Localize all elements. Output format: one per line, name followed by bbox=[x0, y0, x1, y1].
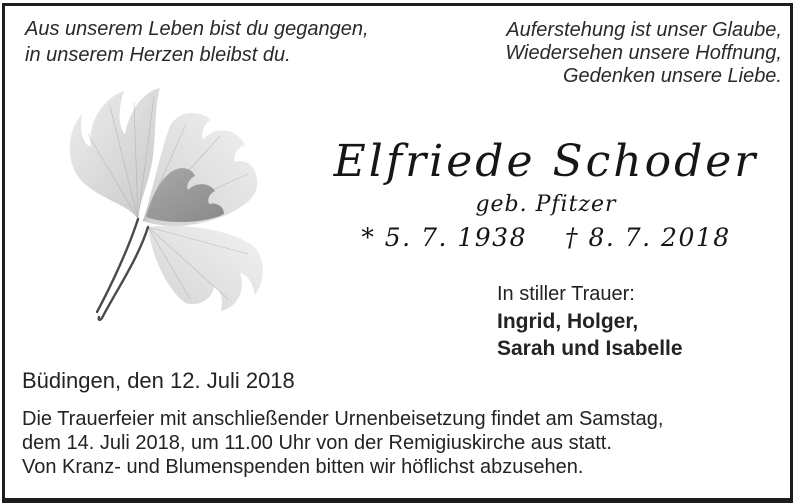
deceased-block bbox=[310, 138, 782, 252]
birth-date: * 5. 7. 1938 bbox=[361, 223, 527, 253]
mourner-names bbox=[497, 308, 683, 362]
epigraph-right-line: Auferstehung ist unser Glaube, bbox=[506, 19, 782, 41]
mourner-line: Sarah und Isabelle bbox=[497, 337, 683, 360]
ginkgo-stems bbox=[97, 219, 148, 320]
mourning-intro: In stiller Trauer: bbox=[497, 283, 635, 305]
deceased-name: Elfriede Schoder bbox=[333, 136, 759, 187]
place-dateline: Büdingen, den 12. Juli 2018 bbox=[22, 368, 295, 393]
death-date: † 8. 7. 2018 bbox=[565, 223, 731, 253]
deceased-maiden-name: geb. Pfitzer bbox=[475, 192, 617, 218]
ginkgo-leaf-illustration bbox=[58, 84, 306, 332]
announcement-line: Die Trauerfeier mit anschließender Urnenbeisetzung findet am Samstag, bbox=[22, 408, 664, 430]
life-dates bbox=[310, 223, 782, 252]
epigraph-right-line: Wiedersehen unsere Hoffnung, bbox=[505, 42, 782, 64]
announcement-line: Von Kranz- und Blumenspenden bitten wir höflichst abzusehen. bbox=[22, 456, 584, 478]
epigraph-right bbox=[505, 19, 782, 88]
funeral-announcement bbox=[22, 407, 663, 479]
epigraph-right-line: Gedenken unsere Liebe. bbox=[562, 65, 782, 87]
epigraph-left-line: Aus unserem Leben bist du gegangen, bbox=[25, 18, 369, 40]
mourning-block bbox=[497, 281, 683, 362]
epigraph-left bbox=[25, 16, 369, 68]
epigraph-left-line: in unserem Herzen bleibst du. bbox=[25, 44, 291, 66]
ginkgo-leaf-right-lower bbox=[148, 226, 263, 311]
mourner-line: Ingrid, Holger, bbox=[497, 310, 639, 333]
announcement-line: dem 14. Juli 2018, um 11.00 Uhr von der Remigiuskirche aus statt. bbox=[22, 432, 612, 454]
